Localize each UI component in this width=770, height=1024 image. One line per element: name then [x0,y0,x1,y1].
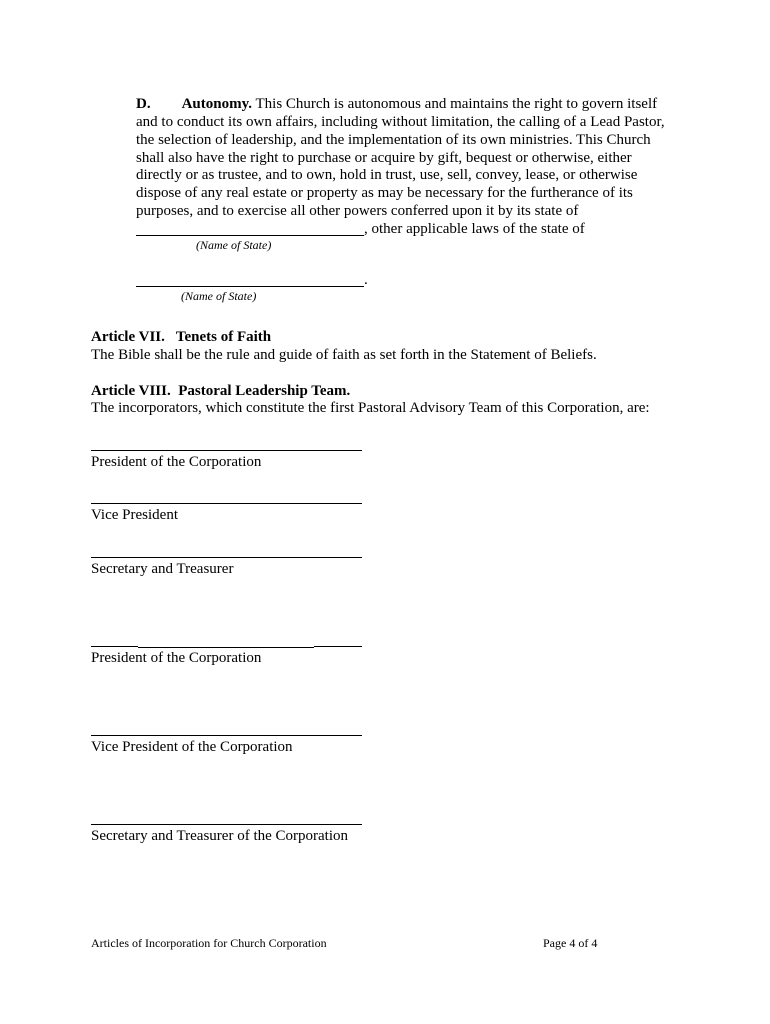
signature-line-segment [314,646,362,647]
signature-title: President of the Corporation [91,454,262,470]
signature-line[interactable] [91,735,362,736]
state-blank-caption: (Name of State) [196,238,272,252]
section-d-line: purposes, and to exercise all other powers conferred upon it by its state of [136,203,579,219]
section-d-line: the selection of leadership, and the implementation of its own ministries. This Church [136,132,651,148]
section-d-line: directly or as trustee, and to own, hold in trust, use, sell, convey, lease, or otherwise [136,167,638,183]
page-number: Page 4 of 4 [543,936,598,950]
signature-line[interactable] [91,450,362,451]
state-blank-suffix: . [364,272,368,288]
signature-line-segment [138,647,314,648]
section-d-first-line [136,95,657,113]
section-d-label: D. [136,96,151,112]
section-d-line: and to conduct its own affairs, including without limitation, the calling of a Lead Pastor, [136,114,665,130]
article-vii-heading: Article VII. Tenets of Faith [91,329,272,345]
state-blank-line[interactable] [136,286,364,287]
article-vii-text: The Bible shall be the rule and guide of faith as set forth in the Statement of Beliefs. [91,347,597,363]
signature-title: President of the Corporation [91,650,262,666]
section-d-line: shall also have the right to purchase or acquire by gift, bequest or otherwise, either [136,150,632,166]
section-d-first-line-text: This Church is autonomous and maintains the right to govern itself [252,96,658,112]
footer-title: Articles of Incorporation for Church Corporation [91,936,327,950]
signature-line[interactable] [91,824,362,825]
signature-line[interactable] [91,557,362,558]
section-d-heading: Autonomy. [181,96,253,112]
signature-title: Secretary and Treasurer of the Corporation [91,828,349,844]
signature-line[interactable] [91,503,362,504]
signature-line[interactable] [91,646,138,647]
article-viii-heading: Article VIII. Pastoral Leadership Team. [91,383,351,399]
state-blank-suffix: , other applicable laws of the state of [364,221,585,237]
section-d-line: dispose of any real estate or property as may be necessary for the furtherance of its [136,185,633,201]
signature-title: Secretary and Treasurer [91,561,234,577]
signature-title: Vice President of the Corporation [91,739,293,755]
signature-title: Vice President [91,507,178,523]
state-blank-line[interactable] [136,235,364,236]
article-viii-text: The incorporators, which constitute the first Pastoral Advisory Team of this Corporation, are: [91,400,650,416]
state-blank-caption: (Name of State) [181,289,257,303]
